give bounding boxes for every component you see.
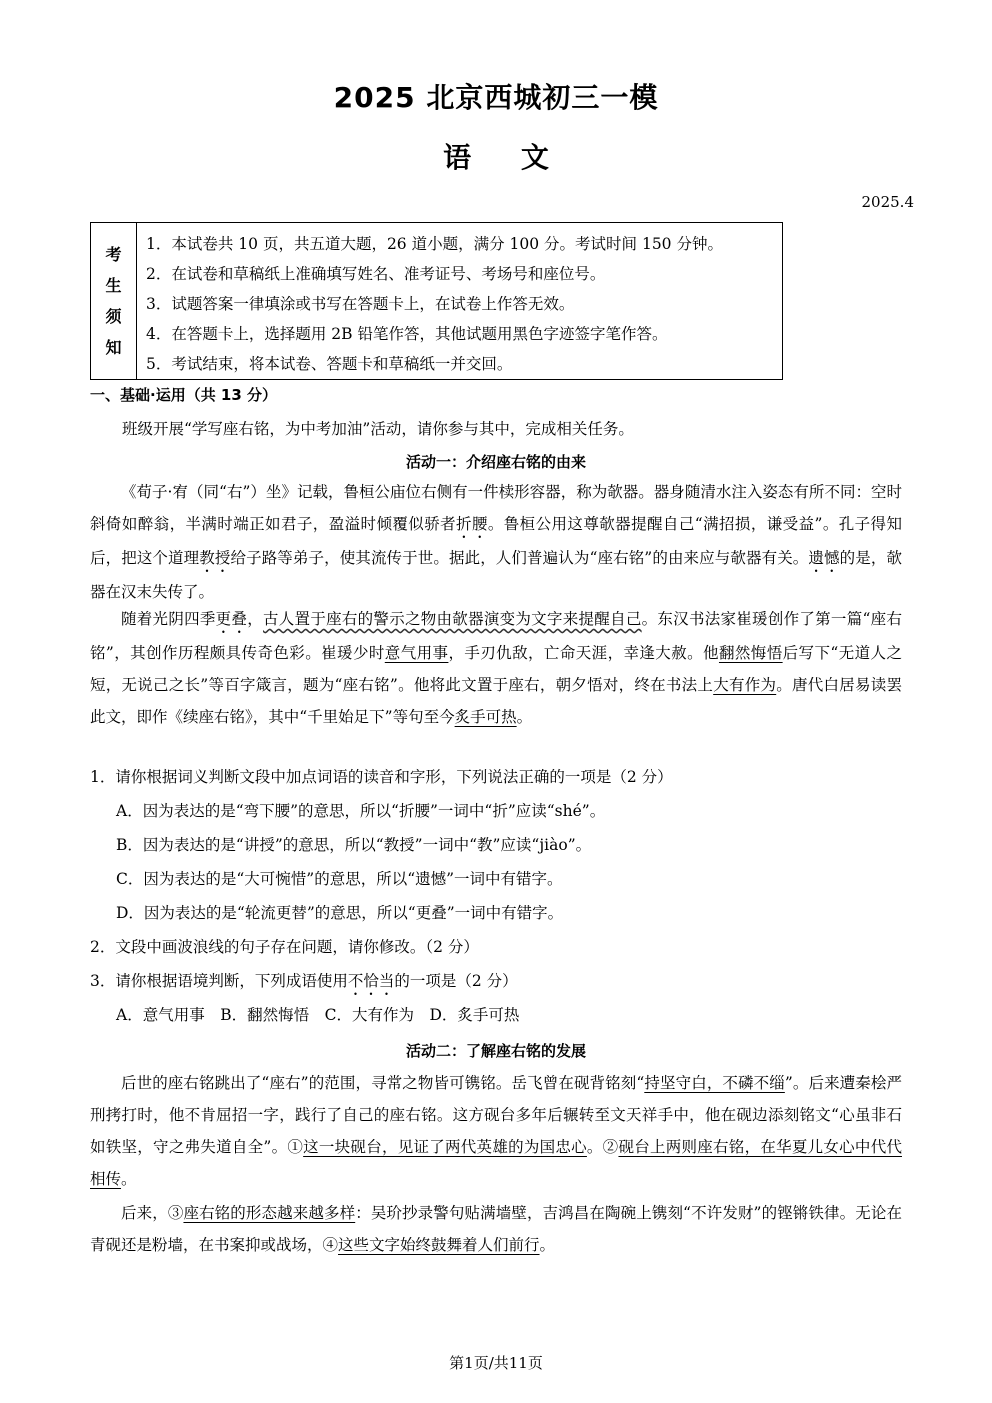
exam-title: 2025 北京西城初三一模	[333, 81, 659, 114]
subject-title: 语 文	[443, 141, 549, 174]
activity2-paragraph1	[90, 1067, 902, 1195]
underlined-inscription: 持坚守白，不磷不缁	[644, 1074, 785, 1092]
underlined-idiom-2: 翻然悔悟	[718, 644, 783, 662]
notice-label-char: 考	[105, 245, 122, 264]
notice-item: 5．考试结束，将本试卷、答题卡和草稿纸一并交回。	[146, 355, 513, 373]
text-run: 后来，③	[121, 1204, 184, 1222]
underlined-idiom-1: 意气用事	[384, 644, 449, 662]
dotted-word-zheyao: 折腰	[456, 515, 488, 533]
page-number: 第1页/共11页	[449, 1354, 543, 1372]
exam-date: 2025.4	[861, 193, 914, 211]
question-1: 1．请你根据词义判断文段中加点词语的读音和字形，下列说法正确的一项是（2 分）	[90, 768, 673, 786]
question-1-option-c: C．因为表达的是“大可惋惜”的意思，所以“遗憾”一词中有错字。	[116, 870, 563, 888]
text-run: 的一项是（2 分）	[394, 972, 518, 990]
exam-notice-box	[90, 222, 783, 380]
wavy-underlined-sentence: 古人置于座右的警示之物由欹器演变为文字来提醒自己	[263, 610, 642, 628]
question-1-option-d: D．因为表达的是“轮流更替”的意思，所以“更叠”一词中有错字。	[116, 904, 564, 922]
question-3	[90, 965, 518, 999]
question-3-options: A．意气用事 B．翻然悔悟 C．大有作为 D．炙手可热	[116, 1006, 520, 1024]
notice-item: 4．在答题卡上，选择题用 2B 铅笔作答，其他试题用黑色字迹签字笔作答。	[146, 325, 668, 343]
section-intro: 班级开展“学写座右铭，为中考加油”活动，请你参与其中，完成相关任务。	[122, 420, 634, 438]
underlined-sentence-3: 座右铭的形态越来越多样	[183, 1204, 356, 1222]
text-run: 。	[121, 1170, 137, 1188]
notice-items	[146, 229, 776, 379]
text-run: 。鲁桓公用这尊欹器提醒自己“满招损，谦受益”。孔子得知后，把这个道理	[90, 515, 902, 567]
notice-label-char: 生	[105, 276, 122, 295]
underlined-sentence-1: 这一块砚台，见证了两代英雄的为国忠心	[303, 1138, 587, 1156]
text-run: 3．请你根据语境判断，下列成语使用	[90, 972, 348, 990]
notice-item: 3．试题答案一律填涂或书写在答题卡上，在试卷上作答无效。	[146, 295, 575, 313]
dotted-word-yihan: 遗憾	[808, 549, 840, 567]
activity1-paragraph1	[90, 476, 902, 608]
text-run: 后写下“无道人之短，无说己之长”等百字箴言，题为“座右铭”。他将此文置于座右，朝夕悟对，终在书法上	[90, 644, 902, 694]
notice-item: 1．本试卷共 10 页，共五道大题，26 道小题，满分 100 分。考试时间 150 分钟。	[146, 235, 723, 253]
underlined-sentence-2: 砚台上两则座右铭，在华夏儿女心中代代相传	[90, 1138, 902, 1188]
text-run: ：吴玠抄录警句贴满墙壁，吉鸿昌在陶碗上镌刻“不许发财”的铿锵铁律。无论在青砚还是粉墙，在书案抑或战场，④	[90, 1204, 902, 1254]
text-run: ，	[247, 610, 263, 628]
underlined-idiom-3: 大有作为	[713, 676, 777, 694]
text-run: 后世的座右铭跳出了“座右”的范围，寻常之物皆可镌铭。岳飞曾在砚背铭刻“	[121, 1074, 645, 1092]
text-run: 。东汉书法家崔瑗创作了第一篇“座右铭”，其创作历程颇具传奇色彩。崔瑗少时	[90, 610, 902, 662]
underlined-sentence-4: 这些文字始终鼓舞着人们前行	[338, 1236, 540, 1254]
notice-label-char: 须	[105, 307, 122, 326]
text-run: 随着光阴四季	[121, 610, 216, 628]
notice-item: 2．在试卷和草稿纸上准确填写姓名、准考证号、考场号和座位号。	[146, 265, 606, 283]
notice-label	[91, 223, 137, 379]
text-run: 《荀子·宥（同“右”）坐》记载，鲁桓公庙位右侧有一件椟形容器，称为欹器。器身随清水注入姿态有所不同：空时斜倚如醉翁，半满时端正如君子，盈溢时倾覆似骄者	[90, 483, 902, 533]
question-2: 2．文段中画波浪线的句子存在问题，请你修改。（2 分）	[90, 938, 479, 956]
text-run: 给子路等弟子，使其流传于世。据此，人们普遍认为“座右铭”的由来应与欹器有关。	[230, 549, 809, 567]
activity2-title: 活动二：了解座右铭的发展	[405, 1042, 586, 1060]
text-run: 。	[516, 708, 533, 726]
activity1-paragraph2	[90, 603, 902, 733]
question-1-option-b: B．因为表达的是“讲授”的意思，所以“教授”一词中“教”应读“jiào”。	[116, 836, 592, 854]
dotted-word-gengdie: 更叠	[215, 610, 248, 628]
text-run: ”。后来遭秦桧严刑拷打时，他不肯屈招一字，践行了自己的座右铭。这方砚台多年后辗转至文天祥手中，他在砚边添刻铭文“心虽非石如铁坚，守之弗失道自全”。①	[90, 1074, 902, 1156]
dotted-word-jiaoshou: 教授	[199, 549, 231, 567]
dotted-word-buqiadang: 不恰当	[347, 972, 395, 990]
text-run: 的是，欹器在汉末失传了。	[90, 549, 902, 601]
activity1-title: 活动一：介绍座右铭的由来	[405, 453, 586, 471]
underlined-idiom-4: 炙手可热	[454, 708, 517, 726]
notice-label-char: 知	[105, 338, 122, 357]
question-1-option-a: A．因为表达的是“弯下腰”的意思，所以“折腰”一词中“折”应读“shé”。	[116, 802, 606, 820]
activity2-paragraph2	[90, 1197, 902, 1261]
text-run: 。	[539, 1236, 556, 1254]
section-title: 一、基础·运用（共 13 分）	[90, 386, 278, 404]
text-run: ，手刃仇敌，亡命天涯，幸逢大赦。他	[448, 644, 719, 662]
text-run: 。②	[586, 1138, 619, 1156]
text-run: 。唐代白居易读罢此文，即作《续座右铭》，其中“千里始足下”等句至今	[90, 676, 902, 726]
